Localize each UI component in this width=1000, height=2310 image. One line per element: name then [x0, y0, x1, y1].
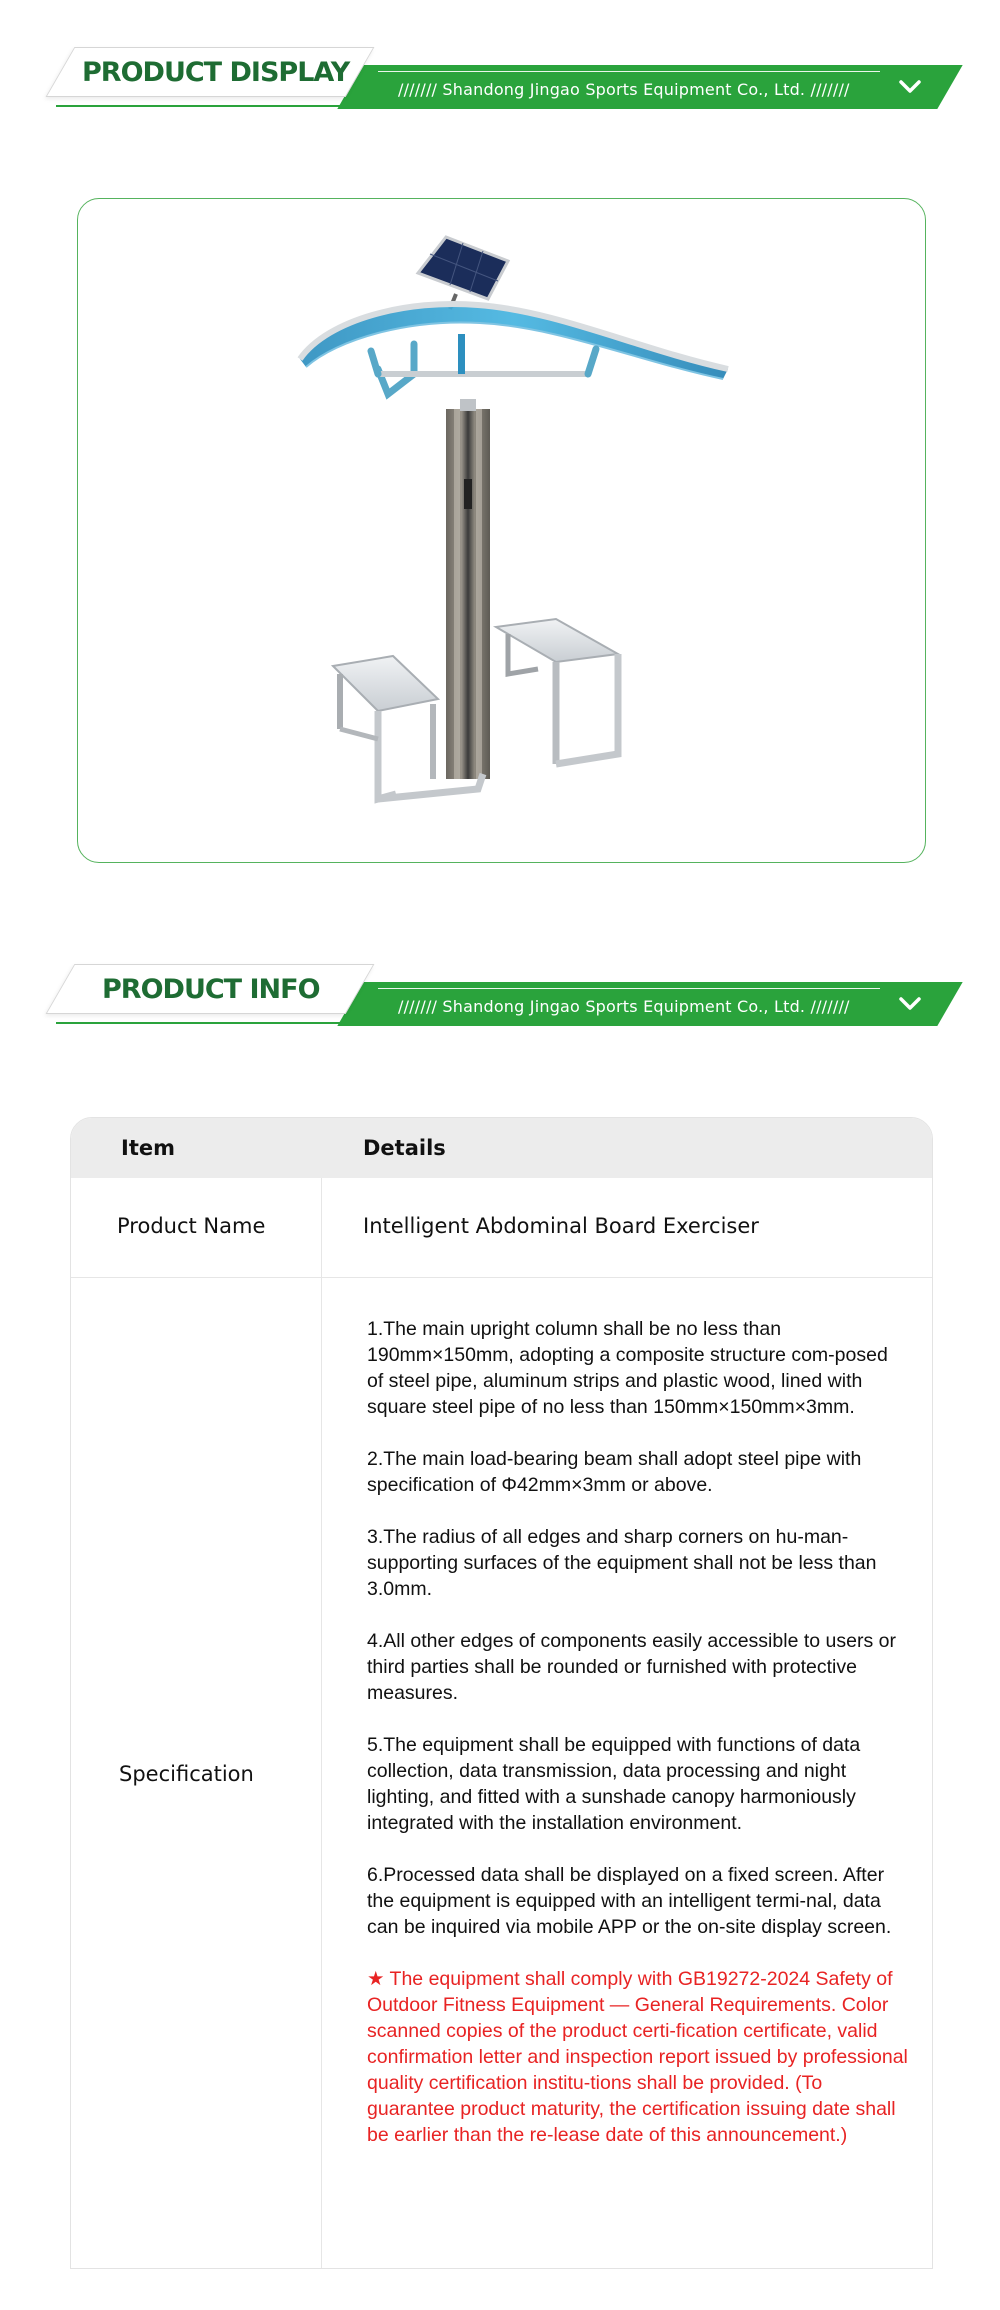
spec-paragraph-2: 2.The main load-bearing beam shall adopt steel pipe with specification of Φ42mm×3mm or above.: [367, 1448, 862, 1496]
chevron-down-icon: [896, 73, 924, 101]
product-info-table: [70, 1117, 933, 2269]
product-info-banner: [0, 962, 1000, 1042]
spec-paragraph-1: 1.The main upright column shall be no less than 190mm×150mm, adopting a composite structure com-posed of steel pipe, aluminum strips and plastic wood, lined with square steel pipe of no less than 150mm×150mm×3mm.: [367, 1318, 888, 1418]
spec-paragraph-5: 5.The equipment shall be equipped with functions of data collection, data transmission, data processing and night lighting, and fitted with a sunshade canopy harmoniously integrated with the installation environment.: [367, 1734, 861, 1834]
upright-column: [446, 399, 490, 779]
table-row-product-name: [71, 1178, 932, 1278]
spec-paragraph-3: 3.The radius of all edges and sharp corners on hu-man-supporting surfaces of the equipment shall not be less than 3.0mm.: [367, 1526, 877, 1600]
company-name: /////// Shandong Jingao Sports Equipment Co., Ltd. ///////: [398, 997, 850, 1016]
table-header: [71, 1118, 932, 1178]
header-details: Details: [363, 1136, 446, 1160]
column-divider: [321, 1178, 322, 2269]
product-image-frame: [77, 198, 926, 863]
solar-panel: [418, 237, 508, 309]
specification-details: [367, 1316, 909, 2174]
banner-title-underline: [56, 105, 356, 107]
right-bench: [496, 619, 618, 764]
banner-strip-line: [378, 71, 880, 72]
spec-paragraph-6: 6.Processed data shall be displayed on a fixed screen. After the equipment is equipped with an intelligent termi-nal, data can be inquired via mobile APP or the on-site display screen.: [367, 1864, 892, 1938]
company-name: /////// Shandong Jingao Sports Equipment Co., Ltd. ///////: [398, 80, 850, 99]
specification-label: Specification: [119, 1762, 254, 1786]
section-title: PRODUCT INFO: [102, 974, 320, 1005]
banner-strip-line: [378, 988, 880, 989]
compliance-note: ★ The equipment shall comply with GB19272-2024 Safety of Outdoor Fitness Equipment — General Requirements. Color scanned copies of the product certi-fication certificate, valid confirmation letter and inspection report issued by professional quality certification institu-tions shall be provided. (To guarantee product maturity, the certification issuing date shall be earlier than the re-lease date of this announcement.): [367, 1968, 908, 2146]
header-item: Item: [121, 1136, 175, 1160]
product-name-value: Intelligent Abdominal Board Exerciser: [363, 1214, 759, 1238]
chevron-down-icon: [896, 990, 924, 1018]
spec-paragraph-4: 4.All other edges of components easily accessible to users or third parties shall be rounded or furnished with protective measures.: [367, 1630, 896, 1704]
table-row-specification: [71, 1278, 932, 2269]
product-image: [78, 199, 926, 863]
banner-title-underline: [56, 1022, 356, 1024]
product-name-label: Product Name: [117, 1214, 266, 1238]
section-title: PRODUCT DISPLAY: [82, 57, 350, 88]
sunshade-canopy: [300, 304, 728, 394]
product-display-banner: [0, 45, 1000, 125]
